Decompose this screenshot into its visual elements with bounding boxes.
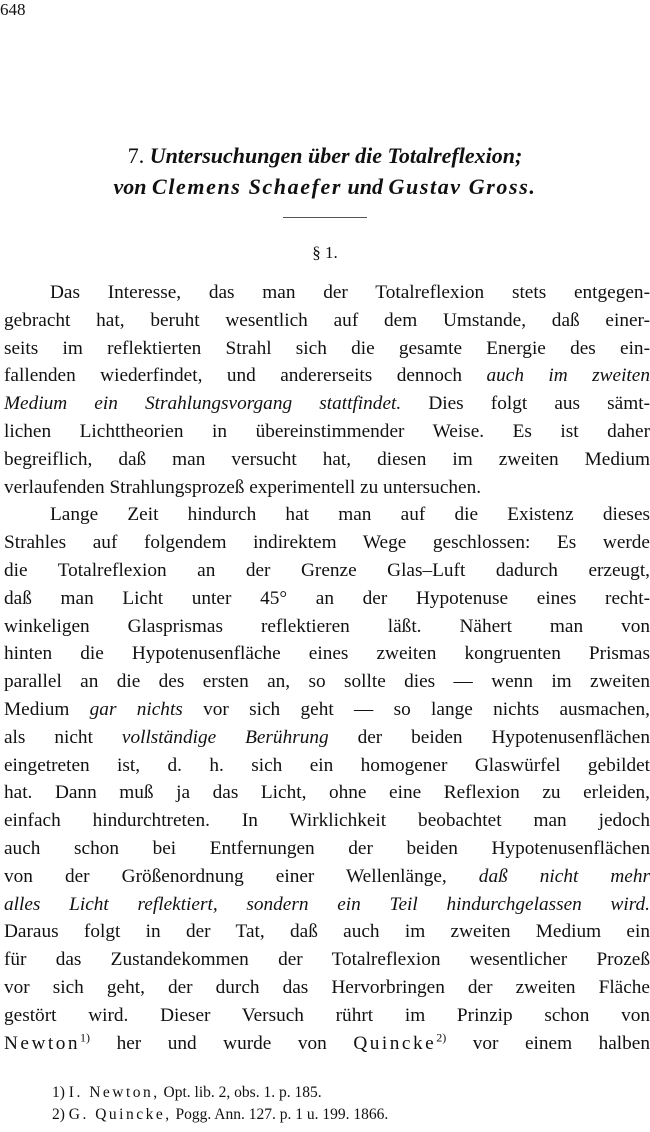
article-number: 7. xyxy=(127,143,145,168)
text-line: verlaufenden Strahlungsprozeß experimentell zu untersuchen. xyxy=(4,476,482,498)
footnote-marker: 2) xyxy=(52,1106,65,1123)
text-line xyxy=(4,696,650,724)
footnote-author: G. Quincke, xyxy=(68,1106,172,1123)
emphasis-text: vollständige Berührung xyxy=(121,726,329,748)
text-line: lichen Lichttheorien in übereinstimmender Weise. Es ist daher xyxy=(4,420,650,442)
text-line: winkeligen Glasprismas reflektieren läßt. Nähert man von xyxy=(4,615,650,637)
footnote-author: I. Newton, xyxy=(68,1084,160,1101)
footnote-text: Opt. lib. 2, obs. 1. p. 185. xyxy=(163,1084,322,1101)
text-run: her und wurde von xyxy=(116,1032,327,1054)
text-line: für das Zustandekommen der Totalreflexion wesentlicher Prozeß xyxy=(4,949,650,971)
text-run: fallenden wiederfindet, und andererseits dennoch xyxy=(4,365,463,387)
page-number: 648 xyxy=(0,0,26,19)
footnotes xyxy=(52,1082,612,1126)
body-text xyxy=(4,279,650,1057)
text-line: hat. Dann muß ja das Licht, ohne eine Reflexion zu erleiden, xyxy=(4,782,650,804)
footnote xyxy=(52,1104,612,1126)
footnote-marker: 1) xyxy=(52,1084,65,1101)
footnote-ref: 2) xyxy=(436,1030,447,1045)
footnote-ref: 1) xyxy=(80,1030,91,1045)
footnote-text: Pogg. Ann. 127. p. 1 u. 199. 1866. xyxy=(175,1106,389,1123)
emphasis-text: auch im zweiten xyxy=(486,365,650,387)
section-heading: § 1. xyxy=(312,243,338,262)
title-text: Untersuchungen über die Totalreflexion; xyxy=(149,143,523,168)
text-line: gestört wird. Dieser Versuch rührt im Prinzip schon von xyxy=(4,1004,650,1026)
text-run: vor einem halben xyxy=(472,1032,650,1054)
text-run: von der Größenordnung einer Wellenlänge, xyxy=(4,865,447,887)
text-line: Lange Zeit hindurch hat man auf die Existenz dieses xyxy=(50,504,650,526)
text-line xyxy=(4,1030,650,1058)
text-line xyxy=(4,390,650,418)
text-run: Dies folgt aus sämt- xyxy=(428,393,650,415)
text-line: einfach hindurchtreten. In Wirklichkeit beobachtet man jedoch xyxy=(4,810,650,832)
title-divider xyxy=(283,217,367,218)
text-run: als nicht xyxy=(4,726,93,748)
text-line: gebracht hat, beruht wesentlich auf dem Umstande, daß einer- xyxy=(4,309,650,331)
text-line: alles Licht reflektiert, sondern ein Teil hindurchgelassen wird. xyxy=(4,893,650,915)
text-line: begreiflich, daß man versucht hat, diesen im zweiten Medium xyxy=(4,448,650,470)
text-line: eingetreten ist, d. h. sich ein homogener Glaswürfel gebildet xyxy=(4,754,650,776)
title-line-1 xyxy=(0,140,650,171)
text-line: vor sich geht, der durch das Hervorbringen der zweiten Fläche xyxy=(4,976,650,998)
footnote xyxy=(52,1082,612,1104)
author-2: Gustav Gross. xyxy=(388,174,537,199)
title-und: und xyxy=(347,174,384,199)
emphasis-text: Medium ein Strahlungsvorgang stattfindet. xyxy=(4,393,402,415)
title-line-2 xyxy=(0,171,650,202)
cited-name: Newton xyxy=(4,1032,81,1054)
text-line: Strahles auf folgendem indirektem Wege geschlossen: Es werde xyxy=(4,532,650,554)
text-line: hinten die Hypotenusenfläche eines zweiten kongruenten Prismas xyxy=(4,643,650,665)
text-run: der beiden Hypotenusenflächen xyxy=(357,726,650,748)
text-line: Das Interesse, das man der Totalreflexion stets entgegen- xyxy=(50,282,650,303)
text-line xyxy=(4,362,650,390)
text-line: die Totalreflexion an der Grenze Glas–Luft dadurch erzeugt, xyxy=(4,559,650,581)
text-run: vor sich geht — so lange nichts ausmachen, xyxy=(203,698,650,720)
emphasis-text: gar nichts xyxy=(89,698,183,720)
text-line: daß man Licht unter 45° an der Hypotenuse eines recht- xyxy=(4,587,650,609)
text-line xyxy=(4,724,650,752)
author-1: Clemens Schaefer xyxy=(152,174,343,199)
article-title xyxy=(0,140,650,202)
title-von: von xyxy=(113,174,147,199)
text-line: parallel an die des ersten an, so sollte dies — wenn im zweiten xyxy=(4,671,650,693)
text-line: Daraus folgt in der Tat, daß auch im zweiten Medium ein xyxy=(4,921,650,943)
cited-name: Quincke xyxy=(353,1032,437,1054)
text-line xyxy=(4,863,650,891)
text-run: Medium xyxy=(4,698,70,720)
text-line: seits im reflektierten Strahl sich die gesamte Energie des ein- xyxy=(4,337,650,359)
emphasis-text: daß nicht mehr xyxy=(478,865,650,887)
text-line: auch schon bei Entfernungen der beiden Hypotenusenflächen xyxy=(4,837,650,859)
